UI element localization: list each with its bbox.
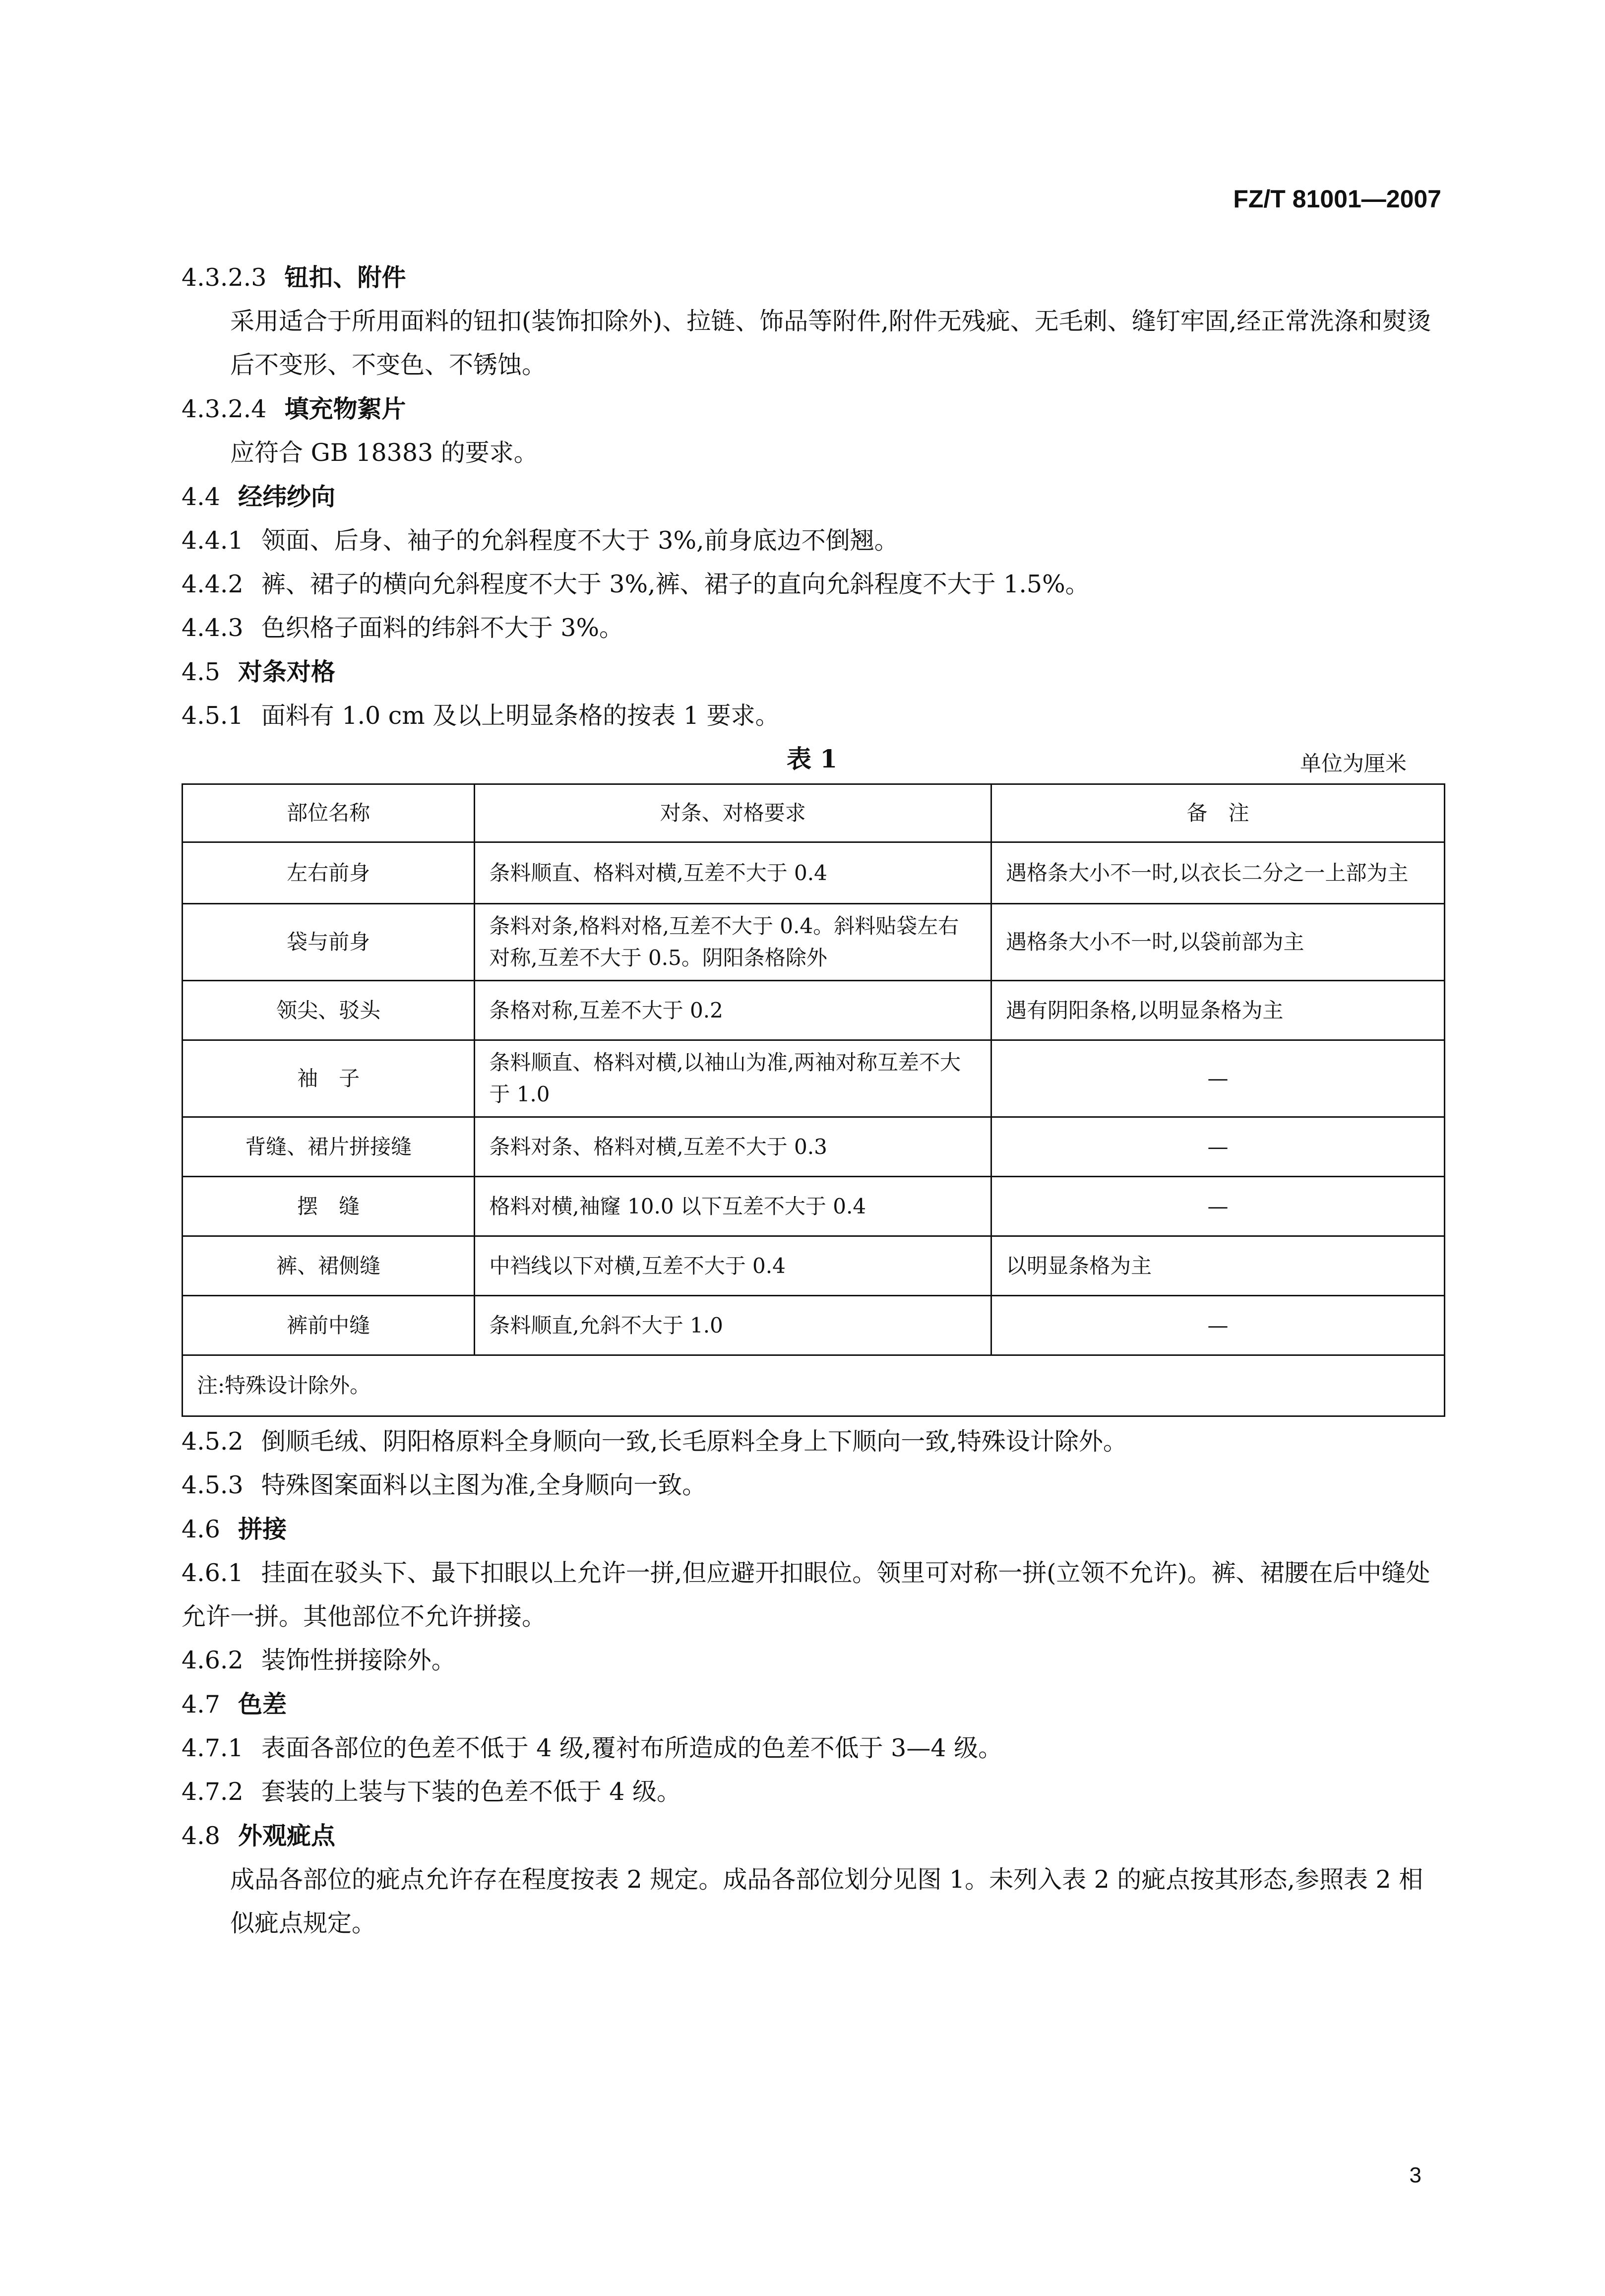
page-number: 3 <box>1409 2163 1421 2187</box>
header-requirement: 对条、对格要求 <box>475 784 991 842</box>
paragraph: 采用适合于所用面料的钮扣(装饰扣除外)、拉链、饰品等附件,附件无残疵、无毛刺、缝钉牢固,经正常洗涤和熨烫后不变形、不变色、不锈蚀。 <box>230 307 1431 379</box>
table-row <box>183 1236 1445 1296</box>
section-title: 外观疵点 <box>238 1821 335 1850</box>
clause-text: 套装的上装与下装的色差不低于 4 级。 <box>261 1778 681 1806</box>
clause-text: 面料有 1.0 cm 及以上明显条格的按表 1 要求。 <box>261 702 780 730</box>
table-row <box>183 981 1445 1040</box>
clause <box>182 1420 1441 1464</box>
section-heading <box>182 1682 1441 1726</box>
clause-number: 4.5.3 <box>182 1471 244 1499</box>
clause-number: 4.6.1 <box>182 1559 244 1587</box>
table-row <box>183 1040 1445 1117</box>
header-note: 备 注 <box>991 784 1445 842</box>
table-row <box>183 1177 1445 1236</box>
section-heading <box>182 475 1441 519</box>
clause-number: 4.7.2 <box>182 1778 244 1806</box>
clause-text: 表面各部位的色差不低于 4 级,覆衬布所造成的色差不低于 3—4 级。 <box>261 1734 1003 1762</box>
cell-part: 裤前中缝 <box>183 1296 475 1355</box>
clause-text: 挂面在驳头下、最下扣眼以上允许一拼,但应避开扣眼位。领里可对称一拼(立领不允许)。裤、裙腰在后中缝处允许一拼。其他部位不允许拼接。 <box>182 1559 1430 1631</box>
table-row <box>183 1296 1445 1355</box>
section-title: 经纬纱向 <box>238 482 335 511</box>
cell-requirement: 格料对横,袖窿 10.0 以下互差不大于 0.4 <box>475 1177 991 1236</box>
table-row <box>183 904 1445 981</box>
clause <box>182 694 1441 738</box>
table-footnote-row <box>183 1355 1445 1416</box>
table-row <box>183 1117 1445 1177</box>
cell-requirement: 条格对称,互差不大于 0.2 <box>475 981 991 1040</box>
cell-part: 背缝、裙片拼接缝 <box>183 1117 475 1177</box>
cell-part: 左右前身 <box>183 842 475 904</box>
cell-note: — <box>991 1040 1445 1117</box>
section-title: 拼接 <box>238 1515 287 1543</box>
section-number: 4.3.2.3 <box>182 263 267 292</box>
table-unit: 单位为厘米 <box>1300 752 1407 776</box>
clause <box>182 519 1441 563</box>
cell-note: 遇格条大小不一时,以衣长二分之一上部为主 <box>991 842 1445 904</box>
section-heading <box>182 255 1441 300</box>
cell-note: — <box>991 1177 1445 1236</box>
clause <box>182 1770 1441 1814</box>
cell-note: 遇格条大小不一时,以袋前部为主 <box>991 904 1445 981</box>
table-row <box>183 842 1445 904</box>
section-title: 色差 <box>238 1690 287 1719</box>
cell-note: 遇有阴阳条格,以明显条格为主 <box>991 981 1445 1040</box>
clause <box>182 1726 1441 1770</box>
cell-note: — <box>991 1117 1445 1177</box>
clause <box>182 563 1441 606</box>
cell-part: 领尖、驳头 <box>183 981 475 1040</box>
table-caption <box>182 742 1441 781</box>
section-title: 对条对格 <box>238 657 335 686</box>
standard-code: FZ/T 81001—2007 <box>1233 185 1441 213</box>
clause-number: 4.7.1 <box>182 1734 244 1762</box>
cell-part: 裤、裙侧缝 <box>183 1236 475 1296</box>
section-heading <box>182 1507 1441 1551</box>
paragraph: 应符合 GB 18383 的要求。 <box>230 439 538 467</box>
section-number: 4.7 <box>182 1690 220 1719</box>
clause-number: 4.4.2 <box>182 570 244 598</box>
clause-text: 特殊图案面料以主图为准,全身顺向一致。 <box>261 1471 707 1499</box>
section-title: 钮扣、附件 <box>284 263 406 292</box>
cell-requirement: 条料对条,格料对格,互差不大于 0.4。斜料贴袋左右对称,互差不大于 0.5。阴阳条格除外 <box>475 904 991 981</box>
cell-requirement: 条料顺直,允斜不大于 1.0 <box>475 1296 991 1355</box>
clause-text: 倒顺毛绒、阴阳格原料全身顺向一致,长毛原料全身上下顺向一致,特殊设计除外。 <box>261 1427 1127 1456</box>
cell-requirement: 条料顺直、格料对横,互差不大于 0.4 <box>475 842 991 904</box>
table-header-row <box>183 784 1445 842</box>
clause-number: 4.4.1 <box>182 526 244 555</box>
section-title: 填充物絮片 <box>284 394 406 423</box>
section-number: 4.4 <box>182 483 220 511</box>
paragraph: 成品各部位的疵点允许存在程度按表 2 规定。成品各部位划分见图 1。未列入表 2 的疵点按其形态,参照表 2 相似疵点规定。 <box>230 1865 1423 1937</box>
clause-number: 4.5.1 <box>182 702 244 730</box>
cell-part: 摆 缝 <box>183 1177 475 1236</box>
section-heading <box>182 650 1441 694</box>
section-number: 4.6 <box>182 1515 220 1543</box>
document-body <box>182 255 1441 1945</box>
clause-number: 4.6.2 <box>182 1646 244 1674</box>
cell-part: 袖 子 <box>183 1040 475 1117</box>
section-number: 4.8 <box>182 1822 220 1850</box>
cell-note: 以明显条格为主 <box>991 1236 1445 1296</box>
cell-requirement: 条料对条、格料对横,互差不大于 0.3 <box>475 1117 991 1177</box>
section-number: 4.3.2.4 <box>182 395 267 423</box>
table-footnote: 注:特殊设计除外。 <box>183 1355 1445 1416</box>
cell-requirement: 条料顺直、格料对横,以袖山为准,两袖对称互差不大于 1.0 <box>475 1040 991 1117</box>
clause-text: 领面、后身、袖子的允斜程度不大于 3%,前身底边不倒翘。 <box>261 526 899 555</box>
clause-text: 装饰性拼接除外。 <box>261 1646 456 1674</box>
clause <box>182 606 1441 650</box>
clause-number: 4.5.2 <box>182 1427 244 1456</box>
clause <box>182 1464 1441 1507</box>
clause-number: 4.4.3 <box>182 614 244 642</box>
clause-text: 色织格子面料的纬斜不大于 3%。 <box>261 614 623 642</box>
section-heading <box>182 387 1441 431</box>
cell-requirement: 中裆线以下对横,互差不大于 0.4 <box>475 1236 991 1296</box>
clause <box>182 1551 1441 1639</box>
cell-part: 袋与前身 <box>183 904 475 981</box>
clause-text: 裤、裙子的横向允斜程度不大于 3%,裤、裙子的直向允斜程度不大于 1.5%。 <box>261 570 1090 598</box>
section-heading <box>182 1814 1441 1858</box>
table-1 <box>182 783 1445 1417</box>
clause <box>182 1639 1441 1682</box>
cell-note: — <box>991 1296 1445 1355</box>
header-part-name: 部位名称 <box>183 784 475 842</box>
table-title: 表 1 <box>787 744 838 773</box>
section-number: 4.5 <box>182 658 220 686</box>
